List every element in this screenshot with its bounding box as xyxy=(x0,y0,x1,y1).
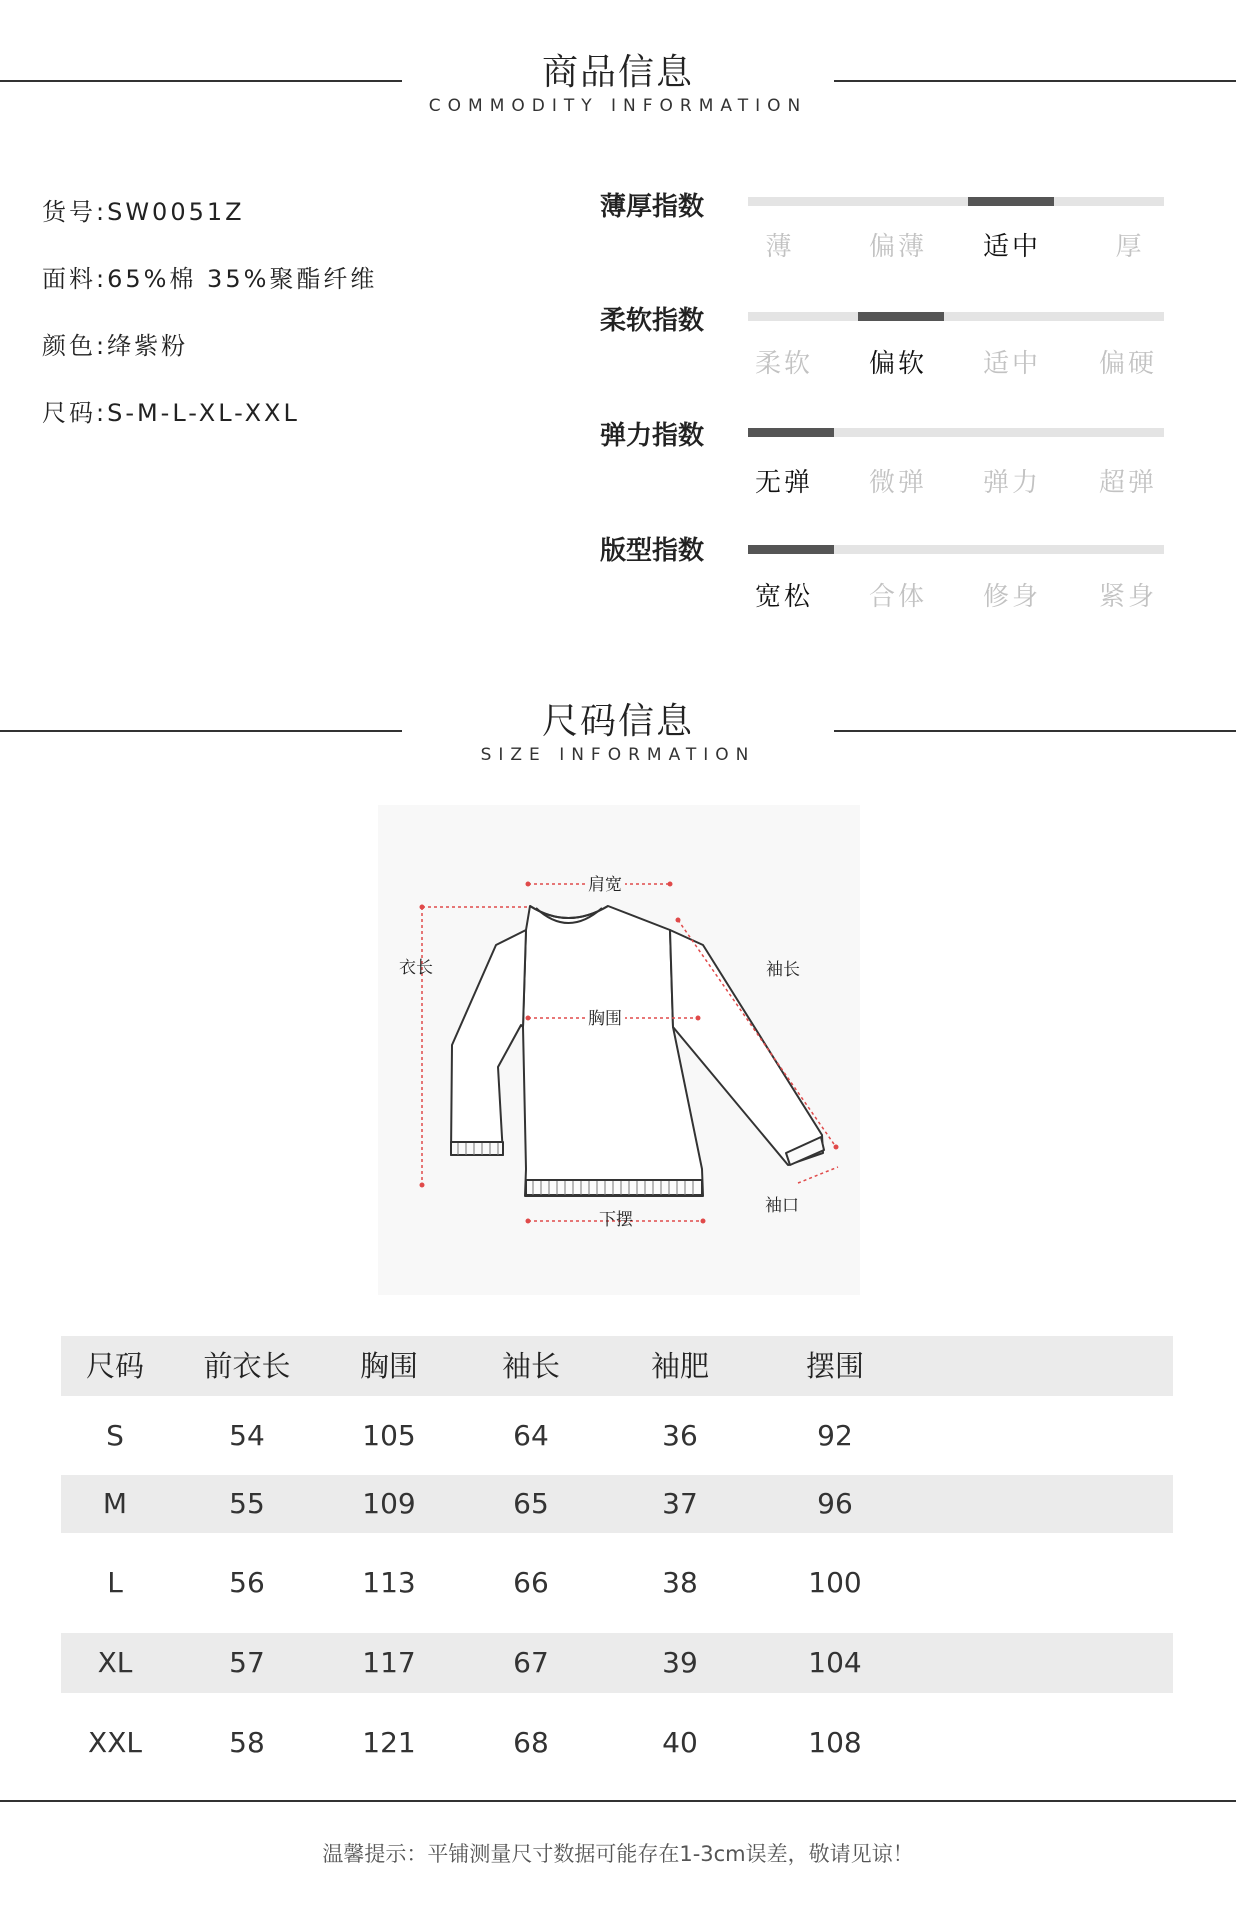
cell-chest: 117 xyxy=(362,1646,416,1679)
size-range: 尺码:S-M-L-XL-XXL xyxy=(42,399,300,427)
fit-index-label: 版型指数 xyxy=(600,536,705,566)
thickness-index-marker xyxy=(968,197,1054,206)
size-subtitle: SIZE INFORMATION xyxy=(480,745,756,765)
cell-front-length: 58 xyxy=(229,1726,265,1759)
elasticity-index-marker xyxy=(748,428,834,437)
thickness-option: 厚 xyxy=(1115,232,1145,262)
hem-rib-stripes xyxy=(533,1181,693,1195)
fit-option: 合体 xyxy=(868,582,927,612)
elasticity-option: 弹力 xyxy=(982,468,1041,498)
table-row xyxy=(61,1533,1173,1633)
elasticity-index-track xyxy=(748,428,1164,437)
cuff-measure-line xyxy=(798,1167,838,1183)
cell-size: S xyxy=(106,1419,124,1452)
cell-sleeve-width: 39 xyxy=(662,1646,698,1679)
measure-dot xyxy=(526,1219,531,1224)
elasticity-index-label: 弹力指数 xyxy=(600,421,705,451)
cell-sleeve-length: 65 xyxy=(513,1487,549,1520)
cell-size: XXL xyxy=(88,1726,142,1759)
cell-chest: 113 xyxy=(362,1566,416,1599)
measure-dot xyxy=(526,882,531,887)
label-length: 衣长 xyxy=(399,958,433,978)
cell-size: L xyxy=(107,1566,123,1599)
measure-dot xyxy=(420,1183,425,1188)
cell-front-length: 55 xyxy=(229,1487,265,1520)
measure-dot xyxy=(696,1016,701,1021)
table-row xyxy=(61,1633,1173,1693)
cell-front-length: 56 xyxy=(229,1566,265,1599)
commodity-title: 商品信息 xyxy=(541,52,694,93)
cell-hem: 92 xyxy=(817,1419,853,1452)
softness-option: 偏硬 xyxy=(1098,349,1157,379)
fit-option: 修身 xyxy=(982,582,1041,612)
sweater-hem-rib xyxy=(526,1180,702,1195)
header-sleeve-length: 袖长 xyxy=(501,1349,560,1383)
cell-front-length: 57 xyxy=(229,1646,265,1679)
thickness-option-selected: 适中 xyxy=(982,232,1041,262)
measure-dot xyxy=(676,918,681,923)
measure-dot xyxy=(420,905,425,910)
cell-hem: 100 xyxy=(808,1566,862,1599)
fit-option-selected: 宽松 xyxy=(754,582,813,612)
cell-chest: 109 xyxy=(362,1487,416,1520)
cell-hem: 96 xyxy=(817,1487,853,1520)
label-sleeve: 袖长 xyxy=(766,960,800,980)
elasticity-option: 超弹 xyxy=(1098,468,1157,498)
fit-index-marker xyxy=(748,545,834,554)
cell-sleeve-width: 38 xyxy=(662,1566,698,1599)
garment-measurement-diagram xyxy=(378,805,860,1295)
cell-sleeve-width: 37 xyxy=(662,1487,698,1520)
cell-sleeve-length: 67 xyxy=(513,1646,549,1679)
fit-index-track xyxy=(748,545,1164,554)
item-number: 货号:SW0051Z xyxy=(42,198,245,226)
elasticity-option: 微弹 xyxy=(868,468,927,498)
cell-size: M xyxy=(102,1487,128,1520)
cell-sleeve-length: 68 xyxy=(513,1726,549,1759)
table-header-row xyxy=(61,1336,1173,1396)
softness-option: 柔软 xyxy=(754,349,813,379)
fabric: 面料:65%棉 35%聚酯纤维 xyxy=(42,265,378,293)
sweater-illustration xyxy=(378,805,860,1295)
sweater-left-sleeve xyxy=(451,930,526,1155)
cell-chest: 121 xyxy=(362,1726,416,1759)
label-cuff: 袖口 xyxy=(765,1196,799,1216)
measure-dot xyxy=(668,882,673,887)
thickness-option: 偏薄 xyxy=(868,232,927,262)
cell-sleeve-length: 64 xyxy=(513,1419,549,1452)
commodity-subtitle: COMMODITY INFORMATION xyxy=(428,96,808,116)
table-row xyxy=(61,1693,1173,1793)
thickness-option: 薄 xyxy=(765,232,795,262)
table-row xyxy=(61,1396,1173,1475)
thickness-index-track xyxy=(748,197,1164,206)
measure-dot xyxy=(834,1145,839,1150)
label-shoulder: 肩宽 xyxy=(588,875,622,895)
label-hem: 下摆 xyxy=(599,1210,633,1230)
footer-divider xyxy=(0,1800,1236,1802)
measure-dot xyxy=(526,1016,531,1021)
measure-dot xyxy=(701,1219,706,1224)
cell-hem: 108 xyxy=(808,1726,862,1759)
header-chest: 胸围 xyxy=(359,1349,418,1383)
header-hem: 摆围 xyxy=(805,1349,864,1383)
softness-index-label: 柔软指数 xyxy=(600,306,705,336)
thickness-index-label: 薄厚指数 xyxy=(600,192,705,222)
size-title: 尺码信息 xyxy=(541,701,694,742)
color: 颜色:绛紫粉 xyxy=(42,332,189,360)
header-sleeve-width: 袖肥 xyxy=(650,1349,709,1383)
elasticity-option-selected: 无弹 xyxy=(754,468,813,498)
header-front-length: 前衣长 xyxy=(203,1349,291,1383)
softness-option-selected: 偏软 xyxy=(868,349,927,379)
cell-sleeve-length: 66 xyxy=(513,1566,549,1599)
measurement-tip: 温馨提示：平铺测量尺寸数据可能存在1-3cm误差，敬请见谅！ xyxy=(322,1842,914,1866)
cell-sleeve-width: 40 xyxy=(662,1726,698,1759)
cell-front-length: 54 xyxy=(229,1419,265,1452)
cell-chest: 105 xyxy=(362,1419,416,1452)
label-chest: 胸围 xyxy=(588,1009,622,1029)
softness-index-track xyxy=(748,312,1164,321)
softness-option: 适中 xyxy=(982,349,1041,379)
header-size: 尺码 xyxy=(85,1349,144,1383)
table-row xyxy=(61,1475,1173,1533)
sweater-left-cuff xyxy=(451,1142,503,1155)
fit-option: 紧身 xyxy=(1098,582,1157,612)
cell-hem: 104 xyxy=(808,1646,862,1679)
cell-size: XL xyxy=(97,1646,133,1679)
size-table xyxy=(61,1336,1173,1793)
cell-sleeve-width: 36 xyxy=(662,1419,698,1452)
softness-index-marker xyxy=(858,312,944,321)
